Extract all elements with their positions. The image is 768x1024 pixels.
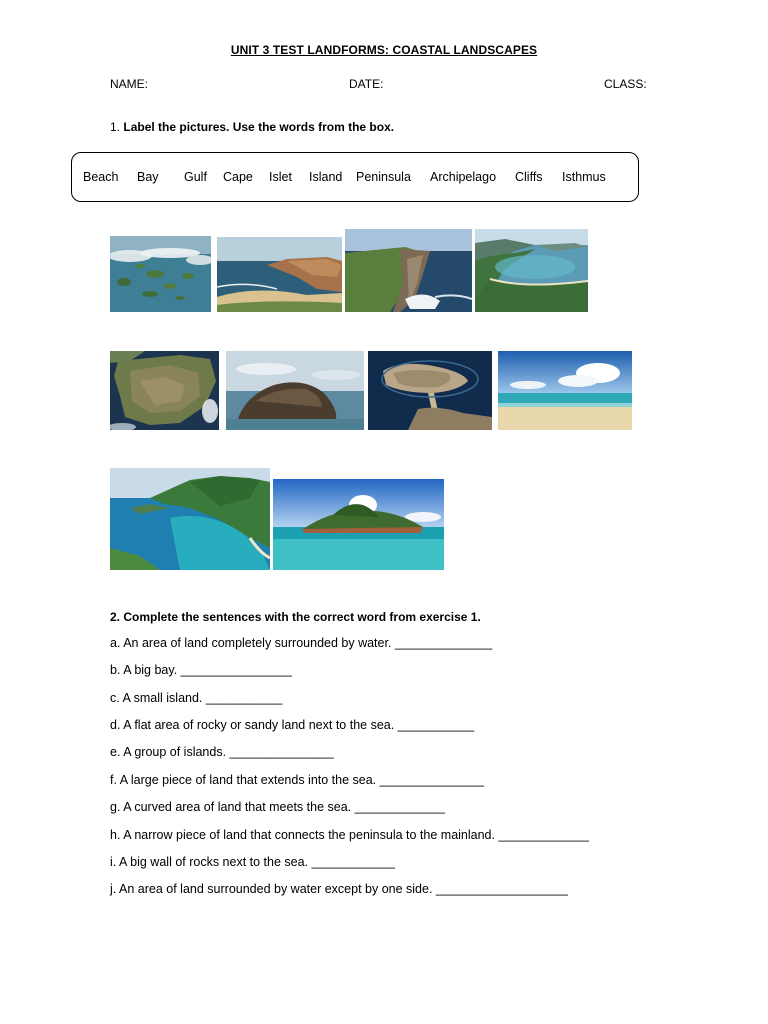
cape-photo: [217, 237, 342, 312]
sentence-b: b. A big bay. ________________: [110, 663, 292, 677]
peninsula-satellite-photo: [110, 351, 219, 430]
sentence-e: e. A group of islands. _______________: [110, 745, 334, 759]
word-islet: Islet: [269, 170, 292, 184]
word-beach: Beach: [83, 170, 119, 184]
word-archipelago: Archipelago: [430, 170, 497, 184]
sentence-h: h. A narrow piece of land that connects the peninsula to the mainland. _____________: [110, 828, 589, 842]
worksheet-title: UNIT 3 TEST LANDFORMS: COASTAL LANDSCAPES: [230, 43, 538, 57]
word-island: Island: [309, 170, 343, 184]
name-label: NAME:: [110, 77, 149, 91]
exercise1-heading: [110, 120, 394, 134]
word-peninsula: Peninsula: [356, 170, 411, 184]
exercise1-number: 1.: [110, 120, 121, 134]
island-photo: [273, 479, 444, 570]
isthmus-aerial-photo: [368, 351, 492, 430]
word-gulf: Gulf: [184, 170, 207, 184]
sentence-f: f. A large piece of land that extends into the sea. _______________: [110, 773, 484, 787]
archipelago-photo: [110, 236, 211, 312]
islet-photo: [226, 351, 364, 430]
word-cliffs: Cliffs: [515, 170, 543, 184]
word-isthmus: Isthmus: [562, 170, 606, 184]
beach-photo: [498, 351, 632, 430]
exercise2-heading: 2. Complete the sentences with the correct word from exercise 1.: [110, 610, 481, 624]
word-bay: Bay: [137, 170, 159, 184]
sentence-i: i. A big wall of rocks next to the sea. ____________: [110, 855, 395, 869]
word-cape: Cape: [223, 170, 253, 184]
cliffs-photo: [345, 229, 472, 312]
exercise1-instruction: Label the pictures. Use the words from the box.: [123, 120, 395, 134]
sentence-a: a. An area of land completely surrounded by water. ______________: [110, 636, 493, 650]
date-label: DATE:: [349, 77, 384, 91]
sentence-g: g. A curved area of land that meets the sea. _____________: [110, 800, 445, 814]
sentence-d: d. A flat area of rocky or sandy land next to the sea. ___________: [110, 718, 475, 732]
sentence-c: c. A small island. ___________: [110, 691, 283, 705]
bay-photo: [110, 468, 270, 570]
sentence-j: j. An area of land surrounded by water except by one side. ___________________: [110, 882, 568, 896]
gulf-photo: [475, 229, 588, 312]
class-label: CLASS:: [604, 77, 647, 91]
